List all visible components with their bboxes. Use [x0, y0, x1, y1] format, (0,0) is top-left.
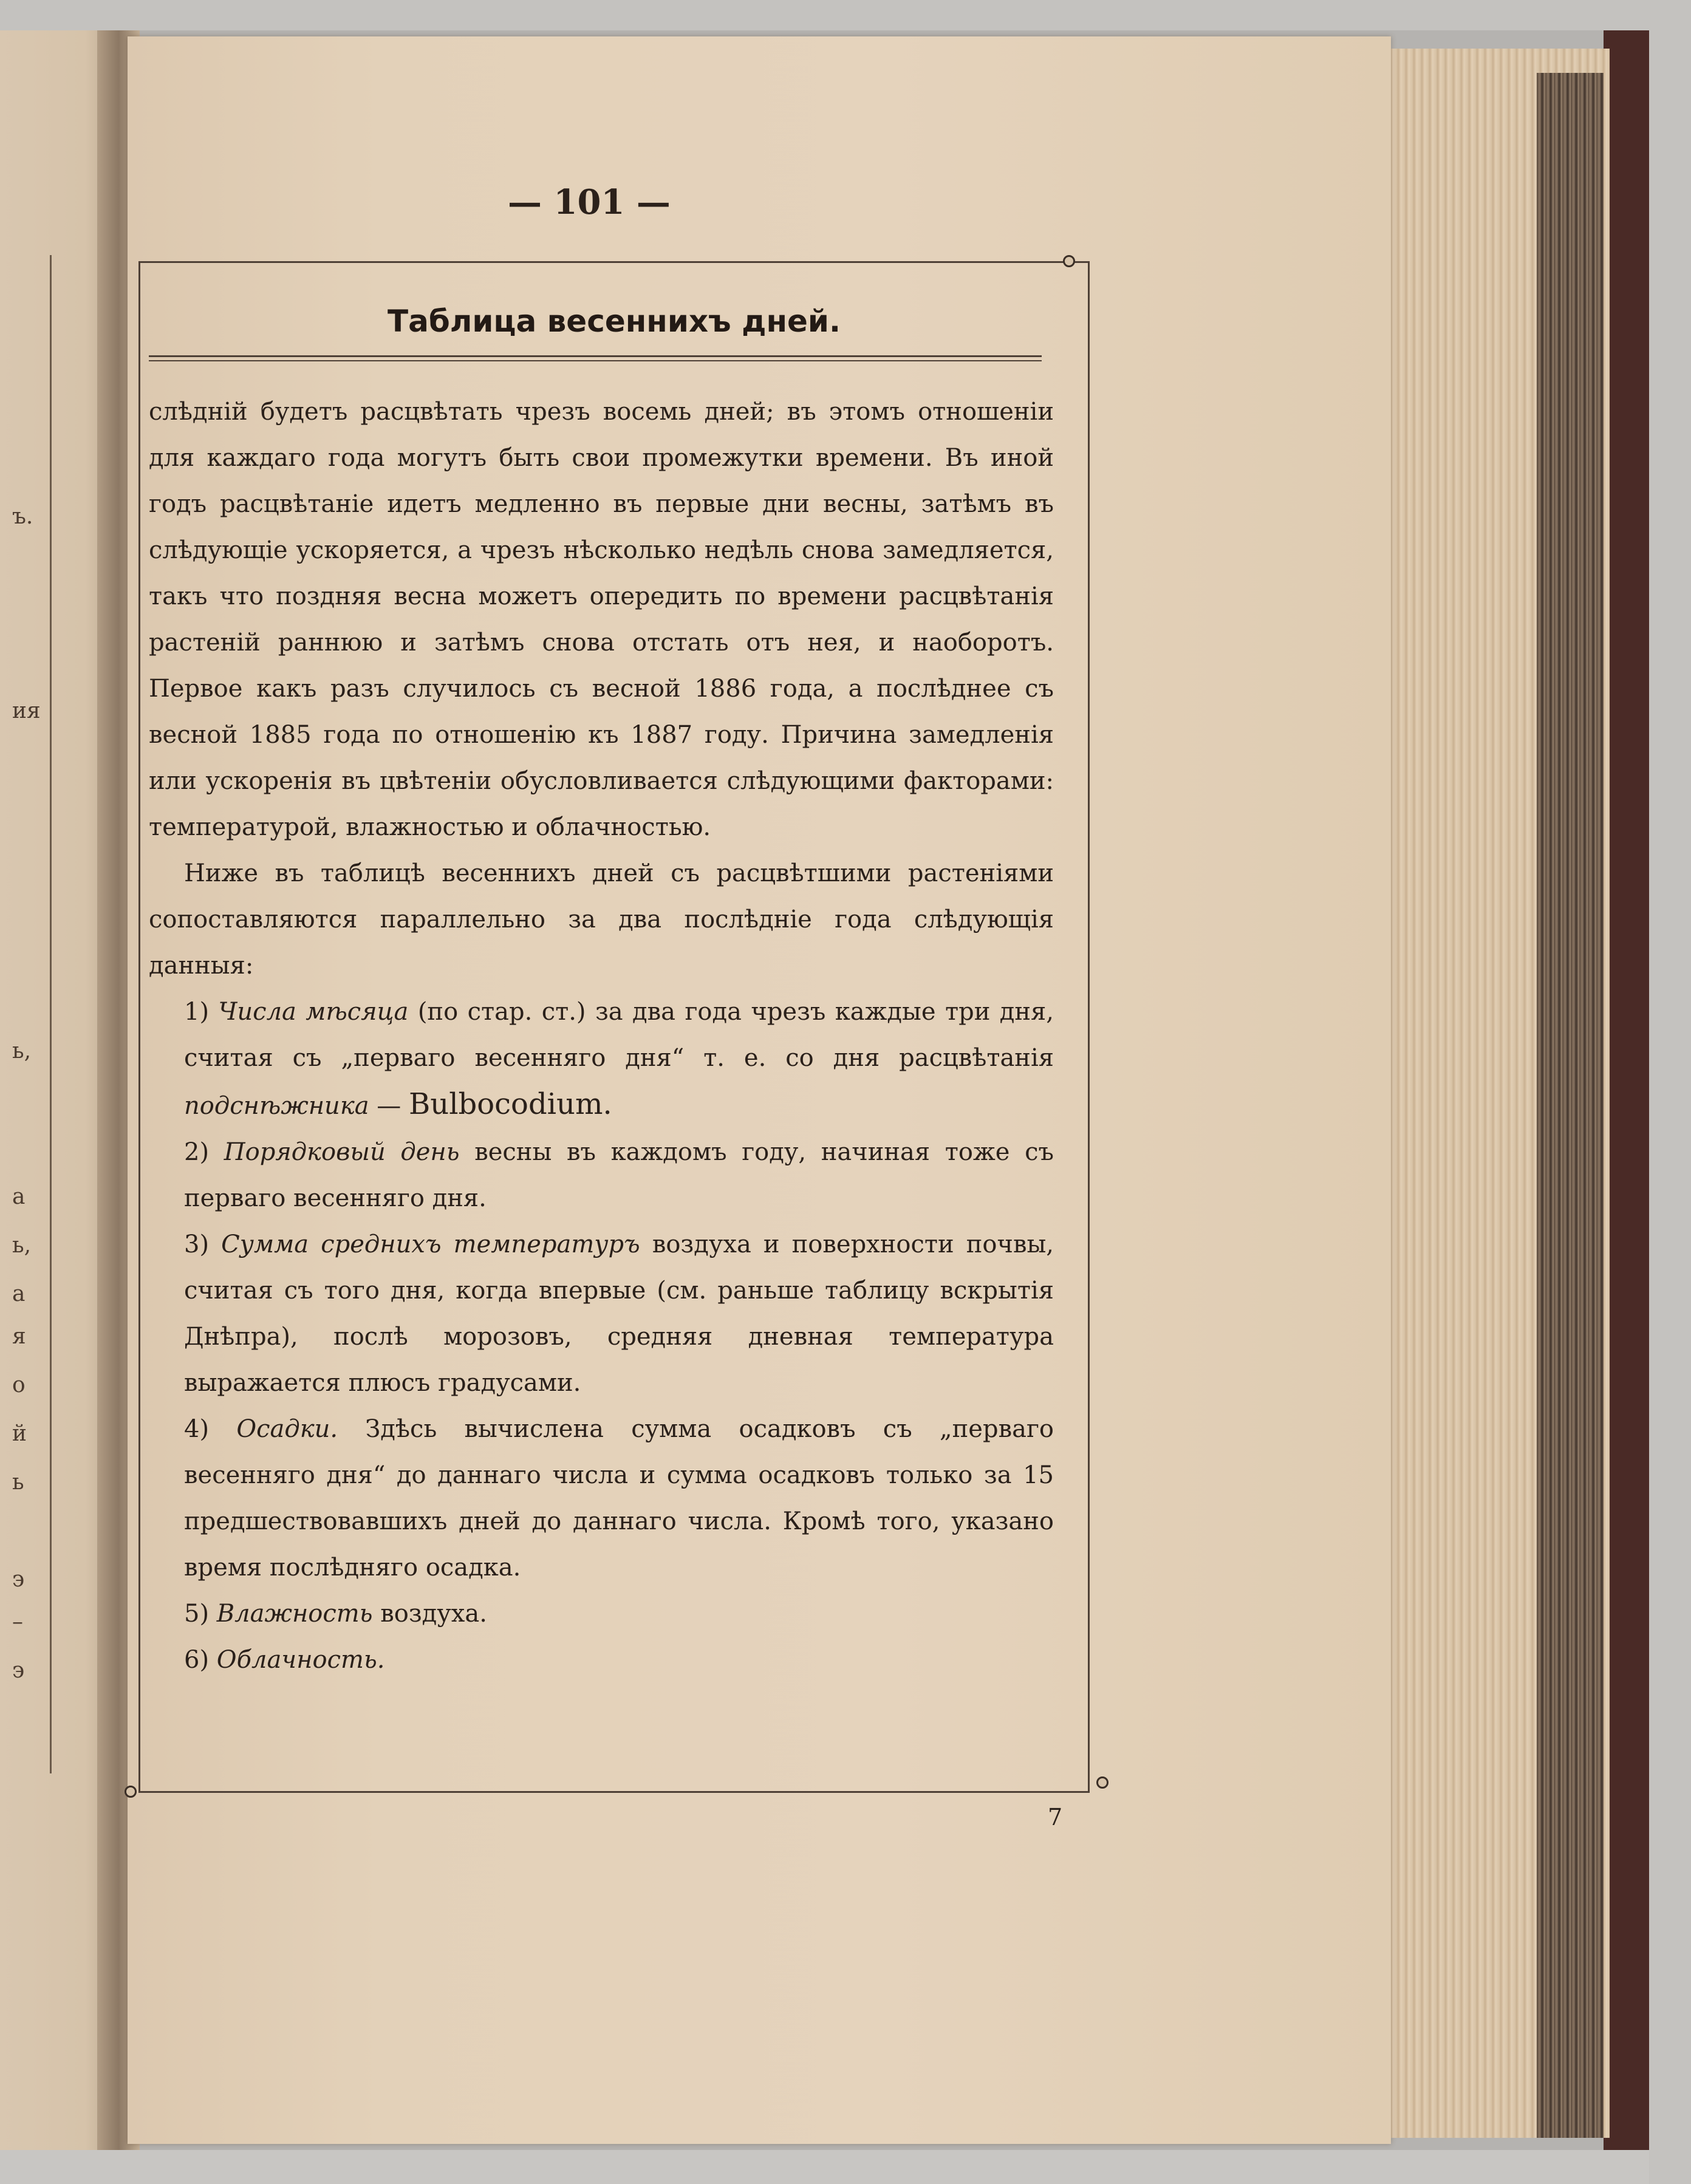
- page-heading: Таблица весеннихъ дней.: [388, 304, 841, 339]
- left-page-frame: [0, 255, 52, 1773]
- left-page-fragment: ия: [12, 698, 41, 723]
- list-item-term: Осадки.: [236, 1415, 338, 1443]
- list-item-term: Порядковый день: [224, 1138, 460, 1166]
- list-item: 4) Осадки. Здѣсь вычислена сумма осадковъ съ „перваго весенняго дня“ до даннаго числа и сумма осадковъ только за 15 предшествовавшихъ дней до даннаго числа. Кромѣ того, указано время послѣдняго осадка.: [184, 1415, 1054, 1582]
- list-item-term: Числа мѣсяца: [218, 998, 409, 1026]
- left-page-fragment: –: [12, 1609, 23, 1634]
- list-item: 5) Влажность воздуха.: [184, 1600, 487, 1628]
- left-page-fragment: а: [12, 1184, 26, 1209]
- list-item: 6) Облачность.: [184, 1646, 385, 1674]
- scan-top-border: [0, 0, 1691, 30]
- left-page-fragment: ь,: [12, 1039, 32, 1063]
- stacked-page-edges: [1385, 49, 1610, 2138]
- latin-name: Bulbocodium.: [409, 1087, 612, 1121]
- list-item: 3) Сумма среднихъ температуръ воздуха и поверхности почвы, считая съ того дня, когда впервые (см. раньше таблицу вскрытія Днѣпра), послѣ морозовъ, средняя дневная температура выражается плюсъ градусами.: [184, 1230, 1054, 1397]
- left-page-fragment: й: [12, 1421, 27, 1446]
- left-page-fragment: о: [12, 1373, 26, 1397]
- list-item-term: Сумма среднихъ температуръ: [221, 1230, 640, 1258]
- left-page-fragment: э: [12, 1658, 25, 1683]
- left-page-fragment: ь,: [12, 1233, 32, 1258]
- list-item: 1) Числа мѣсяца (по стар. ст.) за два года чрезъ каждые три дня, считая съ „перваго весенняго дня“ т. е. со дня расцвѣтанія подснѣжника — Bulbocodium.: [184, 998, 1054, 1121]
- frame-corner-ornament: [125, 1786, 137, 1798]
- list-item-term: Облачность.: [216, 1646, 385, 1674]
- left-page-fragment: я: [12, 1324, 26, 1349]
- scan-right-border: [1649, 0, 1691, 2184]
- list-item: 2) Порядковый день весны въ каждомъ году, начиная тоже съ перваго весенняго дня.: [184, 1138, 1054, 1212]
- heading-rule: [149, 360, 1042, 361]
- left-page-fragment: ь: [12, 1470, 24, 1495]
- heading-rule: [149, 355, 1042, 357]
- frame-corner-ornament: [1096, 1776, 1109, 1789]
- paragraph: слѣдній будетъ расцвѣтать чрезъ восемь дней; въ этомъ отношеніи для каждаго года могутъ быть свои промежутки времени. Въ иной годъ расцвѣтаніе идетъ медленно въ первые дни весны, затѣмъ въ слѣдующіе ускоряется, а чрезъ нѣсколько недѣль снова замедляется, такъ что поздняя весна можетъ опередить по времени расцвѣтанія растеній раннюю и затѣмъ снова отстать отъ нея, и наоборотъ. Первое какъ разъ случилось съ весной 1886 года, а послѣднее съ весной 1885 года по отношенію къ 1887 году. Причина замедленія или ускоренія въ цвѣтеніи обусловливается слѣдующими факторами: температурой, влажностью и облачностью.: [149, 398, 1054, 841]
- book-cover-edge: [1604, 30, 1652, 2150]
- list-item-term: Влажность: [216, 1600, 373, 1628]
- scan-bottom-border: [0, 2150, 1691, 2184]
- signature-mark: 7: [1048, 1804, 1063, 1831]
- frame-corner-ornament: [1063, 255, 1075, 267]
- left-page-fragment: э: [12, 1567, 25, 1592]
- left-page-fragment: ъ.: [12, 504, 33, 529]
- page-edges-shadow: [1537, 73, 1604, 2138]
- body-text: [149, 389, 1054, 1683]
- paragraph: Ниже въ таблицѣ весеннихъ дней съ расцвѣтшими растеніями сопоставляются параллельно за два послѣдніе года слѣдующія данныя:: [149, 859, 1054, 980]
- left-page-fragment: а: [12, 1281, 26, 1306]
- page-number: — 101 —: [508, 182, 671, 222]
